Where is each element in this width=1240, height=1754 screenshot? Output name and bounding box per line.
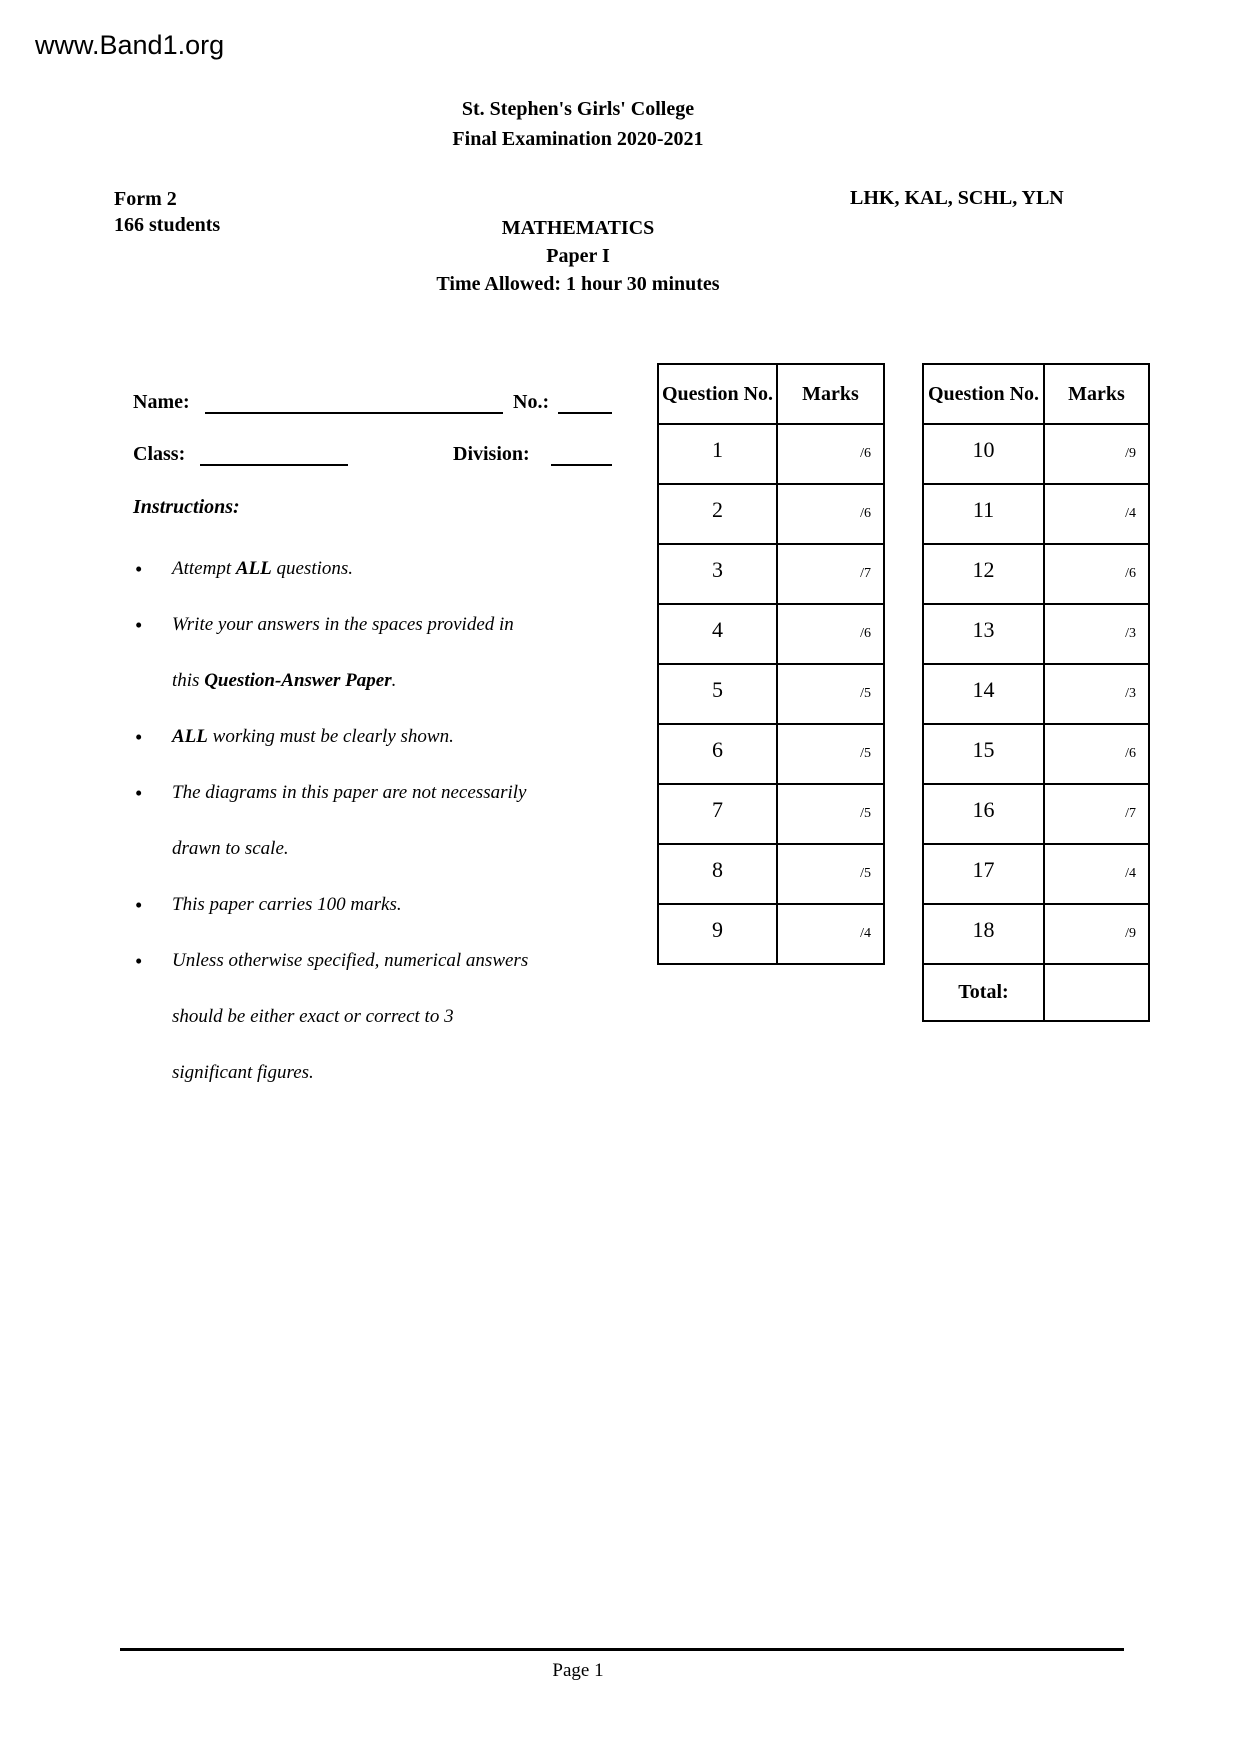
instruction-text: Write your answers in the spaces provided in this Question-Answer Paper. xyxy=(172,614,514,691)
marks-table-left xyxy=(657,363,885,965)
marks-table-row xyxy=(923,784,1149,844)
no-label: No.: xyxy=(513,391,550,413)
name-field[interactable] xyxy=(205,392,503,414)
bullet-icon: • xyxy=(135,781,143,805)
total-row xyxy=(923,964,1149,1021)
bullet-icon: • xyxy=(135,893,143,917)
question-number-cell: 7 xyxy=(658,784,777,844)
marks-table-row xyxy=(658,544,884,604)
marks-table-row xyxy=(658,784,884,844)
instruction-text: Unless otherwise specified, numerical answers should be either exact or correct to 3 significant figures. xyxy=(172,950,529,1083)
title-block xyxy=(0,94,1156,154)
question-number-cell: 5 xyxy=(658,664,777,724)
marks-table-row xyxy=(658,484,884,544)
marks-cell: /3 xyxy=(1044,604,1149,664)
marks-table-right xyxy=(922,363,1150,1022)
instruction-text: The diagrams in this paper are not necessarily drawn to scale. xyxy=(172,782,527,859)
question-number-cell: 18 xyxy=(923,904,1044,964)
marks-cell: /6 xyxy=(777,424,884,484)
marks-cell: /9 xyxy=(1044,904,1149,964)
question-number-cell: 12 xyxy=(923,544,1044,604)
question-number-cell: 4 xyxy=(658,604,777,664)
instruction-item xyxy=(133,765,593,877)
bullet-icon: • xyxy=(135,613,143,637)
marks-cell: /3 xyxy=(1044,664,1149,724)
instructions-title: Instructions: xyxy=(133,496,240,518)
bullet-icon: • xyxy=(135,949,143,973)
watermark-url: www.Band1.org xyxy=(35,30,225,60)
marks-cell: /6 xyxy=(1044,544,1149,604)
marks-table-header-row xyxy=(658,364,884,424)
instruction-text: This paper carries 100 marks. xyxy=(172,894,402,915)
marks-table-row xyxy=(923,484,1149,544)
question-number-cell: 10 xyxy=(923,424,1044,484)
marks-cell: /4 xyxy=(1044,484,1149,544)
marks-cell: /7 xyxy=(777,544,884,604)
marks-table-row xyxy=(658,664,884,724)
total-marks-cell xyxy=(1044,964,1149,1021)
marks-cell: /4 xyxy=(777,904,884,964)
marks-table-row xyxy=(923,844,1149,904)
marks-table-row xyxy=(923,424,1149,484)
question-number-cell: 9 xyxy=(658,904,777,964)
marks-cell: /5 xyxy=(777,844,884,904)
marks-header: Marks xyxy=(777,364,884,424)
instruction-text: Attempt ALL questions. xyxy=(172,558,354,579)
marks-table-row xyxy=(658,904,884,964)
instruction-text: ALL working must be clearly shown. xyxy=(172,726,454,747)
class-field[interactable] xyxy=(200,444,348,466)
marks-table-row xyxy=(923,904,1149,964)
instruction-item xyxy=(133,877,593,933)
subject-name: MATHEMATICS xyxy=(501,217,655,239)
instructions-list xyxy=(133,541,593,1101)
question-number-cell: 8 xyxy=(658,844,777,904)
marks-cell: /6 xyxy=(1044,724,1149,784)
class-codes: LHK, KAL, SCHL, YLN xyxy=(850,187,1064,209)
question-number-cell: 1 xyxy=(658,424,777,484)
total-label: Total: xyxy=(923,964,1044,1021)
no-field[interactable] xyxy=(558,392,612,414)
division-label: Division: xyxy=(453,443,530,465)
bullet-icon: • xyxy=(135,725,143,749)
instruction-item xyxy=(133,541,593,597)
marks-table-row xyxy=(658,424,884,484)
time-allowed: Time Allowed: 1 hour 30 minutes xyxy=(436,273,720,295)
name-label: Name: xyxy=(133,391,190,413)
page-number: Page 1 xyxy=(552,1660,604,1681)
footer-rule xyxy=(120,1648,1124,1651)
marks-table-row xyxy=(658,844,884,904)
question-number-cell: 17 xyxy=(923,844,1044,904)
subject-block xyxy=(0,214,1156,298)
marks-table-row xyxy=(923,544,1149,604)
marks-table-row xyxy=(658,604,884,664)
question-number-cell: 14 xyxy=(923,664,1044,724)
question-number-cell: 11 xyxy=(923,484,1044,544)
marks-table-row xyxy=(923,604,1149,664)
class-label: Class: xyxy=(133,443,186,465)
marks-table-row xyxy=(923,664,1149,724)
marks-cell: /5 xyxy=(777,724,884,784)
question-number-cell: 6 xyxy=(658,724,777,784)
question-number-cell: 3 xyxy=(658,544,777,604)
form-label: Form 2 xyxy=(114,188,177,210)
instruction-item xyxy=(133,709,593,765)
marks-cell: /5 xyxy=(777,664,884,724)
marks-table-row xyxy=(658,724,884,784)
marks-cell: /4 xyxy=(1044,844,1149,904)
paper-number: Paper I xyxy=(546,245,610,267)
instruction-item xyxy=(133,597,593,709)
school-name: St. Stephen's Girls' College xyxy=(461,98,695,120)
marks-table-header-row xyxy=(923,364,1149,424)
question-number-cell: 16 xyxy=(923,784,1044,844)
question-no-header: Question No. xyxy=(658,364,777,424)
marks-table-row xyxy=(923,724,1149,784)
marks-header: Marks xyxy=(1044,364,1149,424)
marks-cell: /5 xyxy=(777,784,884,844)
question-number-cell: 2 xyxy=(658,484,777,544)
question-number-cell: 13 xyxy=(923,604,1044,664)
question-no-header: Question No. xyxy=(923,364,1044,424)
marks-cell: /9 xyxy=(1044,424,1149,484)
bullet-icon: • xyxy=(135,557,143,581)
marks-cell: /7 xyxy=(1044,784,1149,844)
instruction-item xyxy=(133,933,593,1101)
exam-title: Final Examination 2020-2021 xyxy=(452,128,704,150)
division-field[interactable] xyxy=(551,444,612,466)
marks-cell: /6 xyxy=(777,604,884,664)
marks-cell: /6 xyxy=(777,484,884,544)
question-number-cell: 15 xyxy=(923,724,1044,784)
students-count: 166 students xyxy=(114,214,221,236)
